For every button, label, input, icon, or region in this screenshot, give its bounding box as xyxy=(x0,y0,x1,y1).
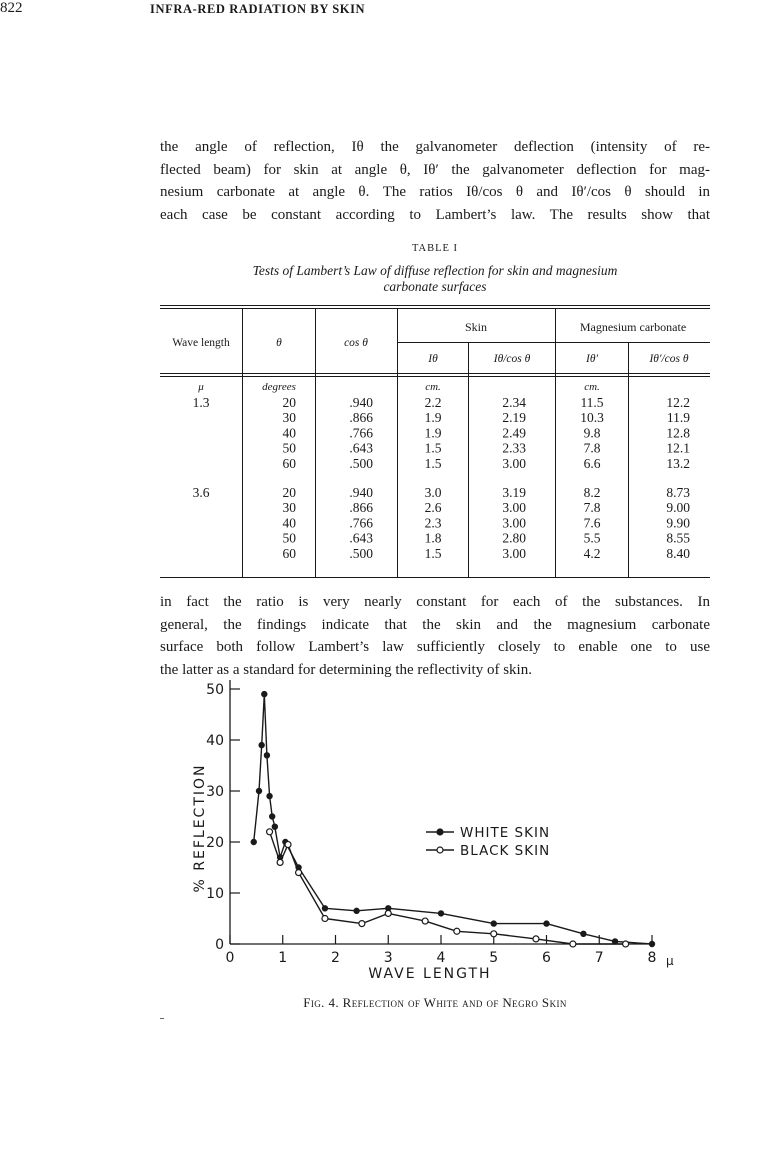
data-point xyxy=(354,908,359,913)
table-cell: 20 xyxy=(282,395,296,410)
table-cell: 7.8 xyxy=(583,500,601,516)
data-point xyxy=(649,941,654,946)
x-tick-label: 0 xyxy=(225,950,235,966)
table-cell: 3.00 xyxy=(502,455,526,471)
data-point xyxy=(385,910,391,916)
table-cell: 60 xyxy=(282,455,296,471)
table-cell: .866 xyxy=(349,500,373,516)
data-point xyxy=(272,824,277,829)
table-cell: 4.2 xyxy=(583,545,601,561)
table-cell: 2.2 xyxy=(424,395,442,410)
table-cell: .766 xyxy=(349,515,373,531)
x-tick-label: 3 xyxy=(383,950,393,966)
table-cell: 10.3 xyxy=(580,410,604,426)
data-point xyxy=(267,829,273,835)
x-tick-label: 8 xyxy=(647,950,657,966)
table-cell: .643 xyxy=(349,440,373,456)
series-line xyxy=(270,832,626,944)
table-cell: 40 xyxy=(282,425,296,441)
data-point xyxy=(623,941,629,947)
legend-label: WHITE SKIN xyxy=(460,825,551,841)
paragraph-top xyxy=(160,136,710,226)
data-point xyxy=(438,911,443,916)
column-header: θ xyxy=(276,337,282,349)
table-cell: 1.9 xyxy=(424,410,442,426)
data-point xyxy=(422,918,428,924)
table-cell: 11.9 xyxy=(666,410,690,426)
table-cell: .940 xyxy=(349,485,373,500)
series-line xyxy=(254,694,652,944)
page-header xyxy=(0,0,550,24)
table-cell: 40 xyxy=(282,515,296,531)
x-axis-unit: μ xyxy=(666,954,674,968)
table-cell: 1.5 xyxy=(424,455,442,471)
table-caption-line: Tests of Lambert’s Law of diffuse reflection for skin and magnesium xyxy=(252,263,618,278)
table-cell: 12.1 xyxy=(666,440,690,456)
data-point xyxy=(544,921,549,926)
running-title: INFRA-RED RADIATION BY SKIN xyxy=(150,2,366,16)
series-white-skin xyxy=(251,692,654,947)
column-header: cos θ xyxy=(344,337,368,349)
table-cell: .643 xyxy=(349,530,373,546)
table-cell: 2.49 xyxy=(502,425,526,441)
data-point xyxy=(491,921,496,926)
table-cell: 8.73 xyxy=(666,485,690,500)
text-line: the angle of reflection, Iθ the galvanometer deflection (intensity of re- xyxy=(160,139,710,155)
table-cell: 11.5 xyxy=(580,395,604,410)
table-cell: 6.6 xyxy=(583,455,601,471)
text-line: general, the findings indicate that the skin and the magnesium carbonate xyxy=(160,616,710,633)
text-line: nesium carbonate at angle θ. The ratios Iθ/cos θ and Iθ′/cos θ should in xyxy=(160,184,710,200)
x-tick-label: 2 xyxy=(331,950,340,966)
data-point xyxy=(264,753,269,758)
y-tick-label: 40 xyxy=(206,733,224,749)
table-cell: 3.19 xyxy=(502,485,526,500)
table-cell: .766 xyxy=(349,425,373,441)
text-line: in fact the ratio is very nearly constant for each of the substances. In xyxy=(160,594,710,610)
chart-legend xyxy=(426,825,550,859)
column-header: Iθ xyxy=(428,353,438,365)
unit-label: cm. xyxy=(425,381,441,393)
x-tick-label: 4 xyxy=(436,950,446,966)
data-point xyxy=(322,916,328,922)
column-header: Iθ′ xyxy=(586,353,598,365)
data-point xyxy=(285,842,291,848)
table-label: TABLE I xyxy=(411,243,459,254)
table-cell: 9.90 xyxy=(666,515,690,531)
table-text xyxy=(172,320,690,561)
table-cell: 3.00 xyxy=(502,515,526,531)
data-point xyxy=(454,928,460,934)
x-tick-label: 1 xyxy=(278,950,288,966)
data-point xyxy=(581,931,586,936)
table-cell: 7.6 xyxy=(583,515,601,531)
table-cell: 30 xyxy=(282,410,296,426)
text-line: each case be constant according to Lambert’s law. The results show that xyxy=(160,206,710,223)
table-cell: .500 xyxy=(349,455,373,471)
table-cell: 2.33 xyxy=(502,440,526,456)
table-cell: 8.55 xyxy=(666,530,690,546)
reflection-chart xyxy=(180,680,700,990)
data-point xyxy=(251,839,256,844)
page-number: 822 xyxy=(0,0,23,16)
text-line: surface both follow Lambert’s law sufficiently closely to enable one to use xyxy=(160,639,710,655)
x-axis-label: WAVE LENGTH xyxy=(368,966,492,982)
group-header-magnesium: Magnesium carbonate xyxy=(579,320,687,334)
table-cell: 1.8 xyxy=(424,530,442,546)
table-cell: 2.34 xyxy=(502,395,526,410)
table-cell: 5.5 xyxy=(583,530,601,546)
table-cell: 30 xyxy=(282,500,296,516)
legend-marker xyxy=(437,829,443,835)
table-cell: 7.8 xyxy=(583,440,601,456)
table-cell: 2.6 xyxy=(424,500,442,516)
text-line: the latter as a standard for determining the reflectivity of skin. xyxy=(160,661,532,678)
data-point xyxy=(296,870,302,876)
table-cell: 8.40 xyxy=(666,545,690,561)
unit-label: μ xyxy=(198,381,204,393)
legend-label: BLACK SKIN xyxy=(460,843,551,859)
table-cell: 3.0 xyxy=(424,485,442,500)
table-cell: 8.2 xyxy=(583,485,601,500)
y-axis-label: % REFLECTION xyxy=(192,763,208,893)
data-point xyxy=(262,692,267,697)
table-cell: 3.6 xyxy=(192,485,210,500)
data-point xyxy=(533,936,539,942)
series-black-skin xyxy=(267,829,629,947)
data-point xyxy=(612,939,617,944)
x-tick-label: 6 xyxy=(542,950,551,966)
table-cell: 1.9 xyxy=(424,425,442,441)
table-caption xyxy=(190,263,680,295)
stray-mark xyxy=(160,1018,164,1019)
x-ticks xyxy=(226,935,657,966)
y-tick-label: 30 xyxy=(206,784,224,800)
y-ticks xyxy=(206,682,240,953)
group-header-skin: Skin xyxy=(464,320,488,334)
y-tick-label: 20 xyxy=(206,835,224,851)
table-cell: 1.5 xyxy=(424,545,442,561)
text-line: flected beam) for skin at angle θ, Iθ′ the galvanometer deflection for mag- xyxy=(160,161,710,178)
table-cell: .500 xyxy=(349,545,373,561)
data-point xyxy=(570,941,576,947)
table-cell: 12.2 xyxy=(666,395,690,410)
data-point xyxy=(267,794,272,799)
data-point xyxy=(359,921,365,927)
data-point xyxy=(270,814,275,819)
table-cell: 12.8 xyxy=(666,425,690,441)
table-cell: 60 xyxy=(282,545,296,561)
table-cell: 2.3 xyxy=(424,515,442,531)
data-point xyxy=(259,743,264,748)
table-cell: 3.00 xyxy=(502,500,526,516)
column-header: Iθ′/cos θ xyxy=(649,353,689,365)
table-cell: 2.80 xyxy=(502,530,526,546)
unit-label: cm. xyxy=(584,381,600,393)
series-layer xyxy=(251,692,654,948)
table-cell: .940 xyxy=(349,395,373,410)
table-cell: 3.00 xyxy=(502,545,526,561)
y-tick-label: 0 xyxy=(215,937,224,953)
data-point xyxy=(277,859,283,865)
table-cell: 20 xyxy=(282,485,296,500)
legend-entry xyxy=(426,825,550,841)
table-cell: 50 xyxy=(282,440,296,456)
figure-caption: Fig. 4. Reflection of White and of Negro Skin xyxy=(303,995,567,1010)
table-cell: 13.2 xyxy=(666,455,690,471)
table-cell: 1.5 xyxy=(424,440,442,456)
legend-entry xyxy=(426,843,550,859)
unit-label: degrees xyxy=(262,381,296,393)
data-point xyxy=(491,931,497,937)
x-tick-label: 5 xyxy=(489,950,499,966)
table-cell: 1.3 xyxy=(192,395,210,410)
table-caption-line: carbonate surfaces xyxy=(383,279,487,294)
y-tick-label: 10 xyxy=(206,886,224,902)
x-tick-label: 7 xyxy=(594,950,604,966)
paragraph-bottom xyxy=(160,591,710,681)
data-point xyxy=(322,906,327,911)
legend-marker xyxy=(437,847,443,853)
data-point xyxy=(256,788,261,793)
data-table xyxy=(160,300,710,585)
table-cell: 9.00 xyxy=(666,500,690,516)
column-header: Wave length xyxy=(172,337,230,349)
column-header: Iθ/cos θ xyxy=(493,353,531,365)
y-tick-label: 50 xyxy=(206,682,224,698)
table-cell: .866 xyxy=(349,410,373,426)
table-cell: 9.8 xyxy=(583,425,601,441)
table-cell: 50 xyxy=(282,530,296,546)
table-cell: 2.19 xyxy=(502,410,526,426)
